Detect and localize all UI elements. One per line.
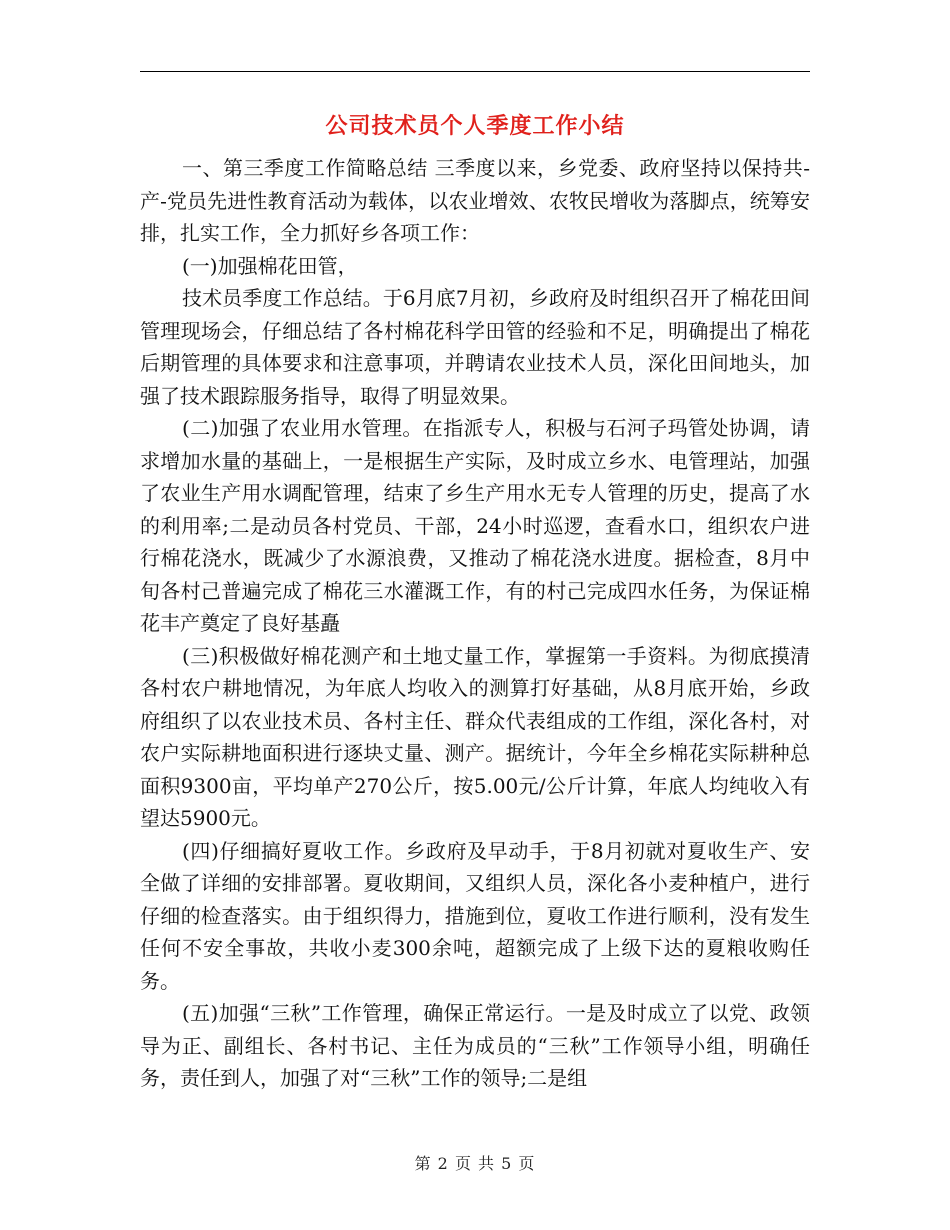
document-body [140,152,810,1095]
header-rule [140,71,810,72]
document-title: 公司技术员个人季度工作小结 [325,114,625,139]
paragraph-summary: 一、第三季度工作简略总结 三季度以来，乡党委、政府坚持以保持共-产-党员先进性教育活动为载体，以农业增效、农牧民增收为落脚点，统筹安排，扎实工作，全力抓好乡各项工作： [140,156,810,245]
paragraph-autumn-work: (五)加强“三秋”工作管理，确保正常运行。一是及时成立了以党、政领导为正、副组长、各村书记、主任为成员的“三秋”工作领导小组，明确任务，责任到人，加强了对“三秋”工作的领导;二是组 [140,1001,810,1090]
paragraph-land-survey: (三)积极做好棉花测产和土地丈量工作，掌握第一手资料。为彻底摸清各村农户耕地情况，为年底人均收入的测算打好基础，从8月底开始，乡政府组织了以农业技术员、各村主任、群众代表组成的工作组，深化各村，对农户实际耕地面积进行逐块丈量、测产。据统计，今年全乡棉花实际耕种总面积9300亩，平均单产270公斤，按5.00元/公斤计算，年底人均纯收入有望达5900元。 [140,643,810,830]
paragraph-water-management: (二)加强了农业用水管理。在指派专人，积极与石河子玛管处协调，请求增加水量的基础上，一是根据生产实际，及时成立乡水、电管理站，加强了农业生产用水调配管理，结束了乡生产用水无专人管理的历史，提高了水的利用率;二是动员各村党员、干部，24小时巡逻，查看水口，组织农户进行棉花浇水，既减少了水源浪费，又推动了棉花浇水进度。据检查，8月中旬各村己普遍完成了棉花三水灌溉工作，有的村己完成四水任务，为保证棉花丰产奠定了良好基矗 [140,416,810,635]
paragraph-cotton-heading: (一)加强棉花田管， [182,253,358,278]
page-number-footer: 第 2 页 共 5 页 [414,1154,536,1173]
paragraph-summer-harvest: (四)仔细搞好夏收工作。乡政府及早动手，于8月初就对夏收生产、安全做了详细的安排部署。夏收期间，又组织人员，深化各小麦种植户，进行仔细的检查落实。由于组织得力，措施到位，夏收工作进行顺利，没有发生任何不安全事故，共收小麦300余吨，超额完成了上级下达的夏粮收购任务。 [140,838,810,993]
paragraph-cotton-management: 技术员季度工作总结。于6月底7月初，乡政府及时组织召开了棉花田间管理现场会，仔细总结了各村棉花科学田管的经验和不足，明确提出了棉花后期管理的具体要求和注意事项，并聘请农业技术人员，深化田间地头，加强了技术跟踪服务指导，取得了明显效果。 [140,286,810,408]
